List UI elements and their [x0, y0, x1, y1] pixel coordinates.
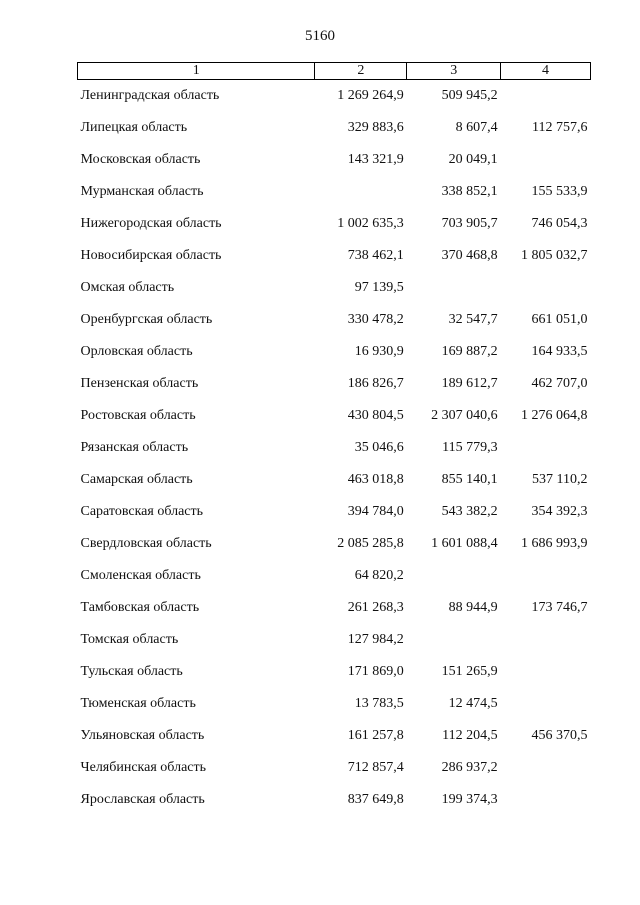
- value-cell-col3: 286 937,2: [441, 760, 498, 775]
- value-cell-col2: 261 268,3: [347, 600, 404, 615]
- region-name-cell: Нижегородская область: [80, 216, 222, 231]
- table-row: [78, 400, 591, 432]
- region-name-cell: Самарская область: [80, 472, 193, 487]
- value-cell-col4: [501, 784, 591, 816]
- value-cell-col4: 746 054,3: [531, 216, 588, 231]
- region-name-cell: Челябинская область: [80, 760, 206, 775]
- table-row: [78, 496, 591, 528]
- value-cell-col2: 463 018,8: [347, 472, 404, 487]
- value-cell-col2: 430 804,5: [347, 408, 404, 423]
- value-cell-col4: 456 370,5: [531, 728, 588, 743]
- value-cell-col4: [501, 752, 591, 784]
- table-row: [78, 464, 591, 496]
- region-name-cell: Тульская область: [80, 664, 183, 679]
- table-row: [78, 592, 591, 624]
- region-name-cell: Липецкая область: [80, 120, 188, 135]
- value-cell-col4: [501, 688, 591, 720]
- table-row: [78, 688, 591, 720]
- table-row: [78, 720, 591, 752]
- value-cell-col2: 97 139,5: [354, 280, 404, 295]
- value-cell-col4: 537 110,2: [532, 472, 588, 487]
- region-name-cell: Тамбовская область: [80, 600, 200, 615]
- value-cell-col2: 2 085 285,8: [337, 536, 404, 551]
- value-cell-col3: 338 852,1: [441, 184, 498, 199]
- region-name-cell: Мурманская область: [80, 184, 204, 199]
- value-cell-col4: 1 686 993,9: [521, 536, 588, 551]
- value-cell-col2: 394 784,0: [347, 504, 404, 519]
- value-cell-col2: 64 820,2: [354, 568, 404, 583]
- region-name-cell: Саратовская область: [80, 504, 204, 519]
- table-row: [78, 432, 591, 464]
- value-cell-col3: 189 612,7: [441, 376, 498, 391]
- value-cell-col4: [501, 624, 591, 656]
- value-cell-col4: 164 933,5: [531, 344, 588, 359]
- value-cell-col2: 738 462,1: [347, 248, 404, 263]
- region-name-cell: Рязанская область: [80, 440, 189, 455]
- region-name-cell: Орловская область: [80, 344, 193, 359]
- value-cell-col4: 173 746,7: [531, 600, 588, 615]
- value-cell-col3: [407, 272, 501, 304]
- value-cell-col4: 354 392,3: [531, 504, 588, 519]
- value-cell-col2: 837 649,8: [347, 792, 404, 807]
- value-cell-col4: [501, 432, 591, 464]
- value-cell-col2: 186 826,7: [347, 376, 404, 391]
- column-header-4: 4: [501, 63, 591, 80]
- table-row: [78, 560, 591, 592]
- value-cell-col4: [501, 80, 591, 113]
- value-cell-col3: 543 382,2: [441, 504, 498, 519]
- value-cell-col3: 151 265,9: [441, 664, 498, 679]
- data-table: [77, 62, 591, 816]
- region-name-cell: Ленинградская область: [80, 88, 220, 103]
- value-cell-col3: 509 945,2: [441, 88, 498, 103]
- region-name-cell: Ростовская область: [80, 408, 196, 423]
- page-number: 5160: [305, 28, 335, 44]
- region-name-cell: Новосибирская область: [80, 248, 222, 263]
- value-cell-col4: 462 707,0: [531, 376, 588, 391]
- table-row: [78, 336, 591, 368]
- value-cell-col3: [407, 624, 501, 656]
- value-cell-col3: [407, 560, 501, 592]
- value-cell-col3: 12 474,5: [448, 696, 498, 711]
- region-name-cell: Ульяновская область: [80, 728, 205, 743]
- value-cell-col4: 112 757,6: [532, 120, 588, 135]
- value-cell-col3: 1 601 088,4: [431, 536, 498, 551]
- table-row: [78, 624, 591, 656]
- value-cell-col3: 8 607,4: [455, 120, 498, 135]
- value-cell-col2: 712 857,4: [347, 760, 404, 775]
- value-cell-col3: 169 887,2: [441, 344, 498, 359]
- value-cell-col3: 370 468,8: [441, 248, 498, 263]
- value-cell-col2: 35 046,6: [354, 440, 404, 455]
- value-cell-col3: 115 779,3: [442, 440, 498, 455]
- value-cell-col2: 330 478,2: [347, 312, 404, 327]
- region-name-cell: Московская область: [80, 152, 201, 167]
- table-row: [78, 528, 591, 560]
- value-cell-col2: 1 269 264,9: [337, 88, 404, 103]
- region-name-cell: Свердловская область: [80, 536, 212, 551]
- region-name-cell: Смоленская область: [80, 568, 201, 583]
- value-cell-col2: 171 869,0: [347, 664, 404, 679]
- table-row: [78, 784, 591, 816]
- table-row: [78, 208, 591, 240]
- value-cell-col4: 1 276 064,8: [521, 408, 588, 423]
- table-row: [78, 176, 591, 208]
- value-cell-col3: 2 307 040,6: [431, 408, 498, 423]
- value-cell-col3: 88 944,9: [448, 600, 498, 615]
- value-cell-col4: 155 533,9: [531, 184, 588, 199]
- table-row: [78, 304, 591, 336]
- value-cell-col4: 1 805 032,7: [521, 248, 588, 263]
- table-row: [78, 240, 591, 272]
- table-body: [78, 80, 591, 817]
- table-row: [78, 80, 591, 113]
- column-header-2: 2: [315, 63, 407, 80]
- value-cell-col2: 13 783,5: [354, 696, 404, 711]
- value-cell-col3: 32 547,7: [448, 312, 498, 327]
- value-cell-col4: 661 051,0: [531, 312, 588, 327]
- value-cell-col2: 1 002 635,3: [337, 216, 404, 231]
- column-header-3: 3: [407, 63, 501, 80]
- value-cell-col3: 20 049,1: [448, 152, 498, 167]
- value-cell-col3: 112 204,5: [442, 728, 498, 743]
- value-cell-col4: [501, 560, 591, 592]
- header-row: [78, 63, 591, 80]
- value-cell-col2: 16 930,9: [354, 344, 404, 359]
- column-header-1: 1: [78, 63, 315, 80]
- region-name-cell: Омская область: [80, 280, 175, 295]
- value-cell-col3: 199 374,3: [441, 792, 498, 807]
- table-row: [78, 656, 591, 688]
- table-row: [78, 752, 591, 784]
- region-name-cell: Пензенская область: [80, 376, 199, 391]
- value-cell-col2: 161 257,8: [347, 728, 404, 743]
- value-cell-col2: [315, 176, 407, 208]
- table-row: [78, 368, 591, 400]
- table-row: [78, 112, 591, 144]
- region-name-cell: Тюменская область: [80, 696, 196, 711]
- value-cell-col2: 127 984,2: [347, 632, 404, 647]
- table-header: [78, 63, 591, 80]
- region-name-cell: Томская область: [80, 632, 179, 647]
- value-cell-col4: [501, 144, 591, 176]
- value-cell-col3: 855 140,1: [441, 472, 498, 487]
- value-cell-col4: [501, 656, 591, 688]
- value-cell-col2: 143 321,9: [347, 152, 404, 167]
- region-name-cell: Ярославская область: [80, 792, 205, 807]
- value-cell-col3: 703 905,7: [441, 216, 498, 231]
- value-cell-col2: 329 883,6: [347, 120, 404, 135]
- table-row: [78, 144, 591, 176]
- value-cell-col4: [501, 272, 591, 304]
- table-row: [78, 272, 591, 304]
- region-name-cell: Оренбургская область: [80, 312, 213, 327]
